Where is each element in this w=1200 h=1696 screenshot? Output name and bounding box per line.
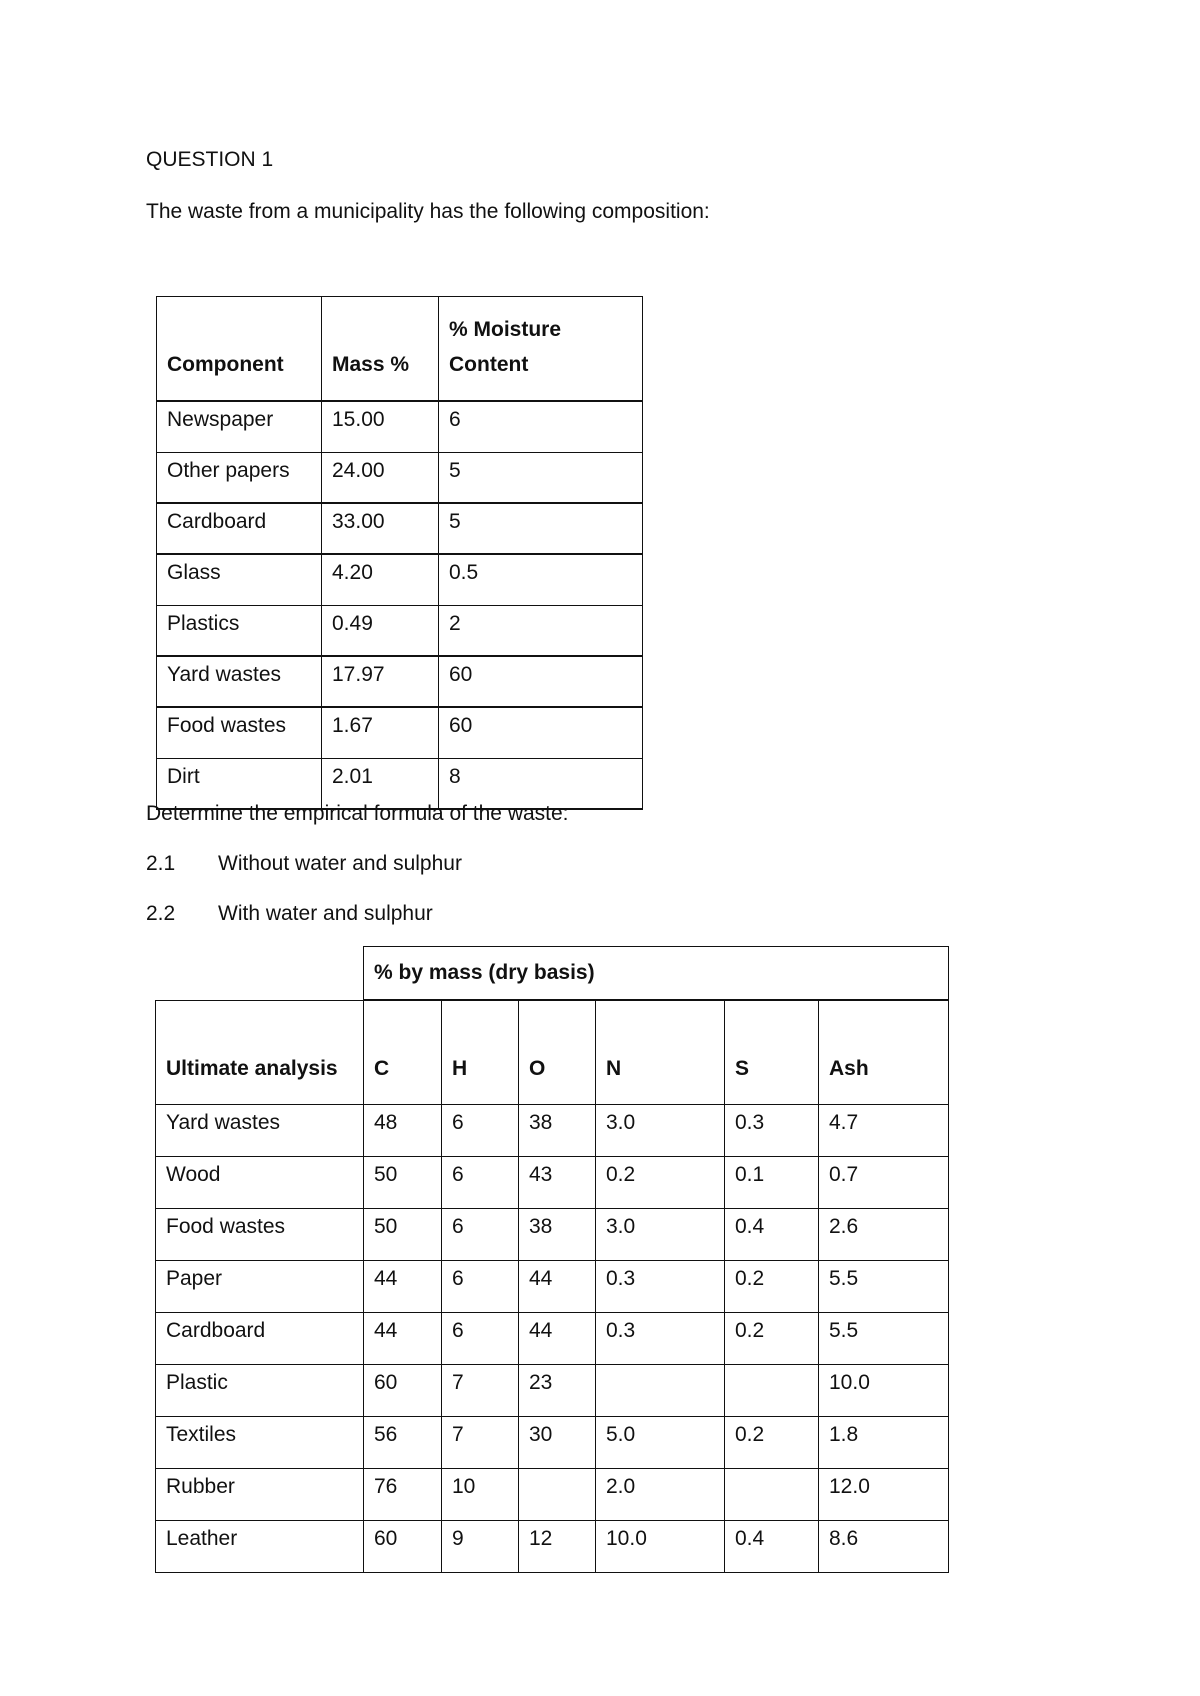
table-cell: 8 xyxy=(439,758,643,809)
table-cell: 15.00 xyxy=(322,401,439,452)
table-cell: 60 xyxy=(364,1365,442,1417)
table-cell: Yard wastes xyxy=(157,656,322,707)
table-cell: 6 xyxy=(442,1157,519,1209)
table-cell xyxy=(725,1469,819,1521)
table-cell: 10.0 xyxy=(596,1521,725,1573)
table-cell: Yard wastes xyxy=(156,1105,364,1157)
table-row xyxy=(156,1209,949,1261)
table-cell: Leather xyxy=(156,1521,364,1573)
table-cell: Textiles xyxy=(156,1417,364,1469)
intro-text: The waste from a municipality has the following composition: xyxy=(146,200,710,223)
table-cell: 2.01 xyxy=(322,758,439,809)
table-cell: 0.2 xyxy=(725,1261,819,1313)
table-cell: 2.6 xyxy=(819,1209,949,1261)
table-cell: 44 xyxy=(519,1261,596,1313)
table-cell: Dirt xyxy=(157,758,322,809)
table-cell: 0.2 xyxy=(725,1313,819,1365)
composition-table xyxy=(156,296,643,810)
table-cell: 0.49 xyxy=(322,605,439,656)
table-cell: 0.4 xyxy=(725,1521,819,1573)
table-row xyxy=(156,1261,949,1313)
question-heading: QUESTION 1 xyxy=(146,148,274,171)
table-cell: 24.00 xyxy=(322,452,439,503)
composition-header-row xyxy=(157,297,643,402)
table-cell: 6 xyxy=(439,401,643,452)
table-row xyxy=(156,1469,949,1521)
header-o: O xyxy=(519,1000,596,1105)
table-cell: 60 xyxy=(364,1521,442,1573)
table-cell: Rubber xyxy=(156,1469,364,1521)
table-cell: 44 xyxy=(519,1313,596,1365)
table-cell: 6 xyxy=(442,1105,519,1157)
table-cell: 5 xyxy=(439,503,643,554)
table-cell: 0.3 xyxy=(596,1313,725,1365)
table-cell: 43 xyxy=(519,1157,596,1209)
table-cell: 38 xyxy=(519,1209,596,1261)
table-cell: Food wastes xyxy=(156,1209,364,1261)
table-cell: Newspaper xyxy=(157,401,322,452)
table-cell: 5.5 xyxy=(819,1261,949,1313)
table-row xyxy=(156,1313,949,1365)
table-cell: 48 xyxy=(364,1105,442,1157)
table-cell: 2.0 xyxy=(596,1469,725,1521)
table-cell: 7 xyxy=(442,1365,519,1417)
table-row xyxy=(156,1417,949,1469)
table-row xyxy=(157,656,643,707)
table-cell: 0.1 xyxy=(725,1157,819,1209)
table-cell xyxy=(725,1365,819,1417)
subquestion-number: 2.2 xyxy=(146,902,176,925)
empty-corner-cell xyxy=(156,947,364,1001)
table-cell: Plastic xyxy=(156,1365,364,1417)
table-cell: 10 xyxy=(442,1469,519,1521)
header-h: H xyxy=(442,1000,519,1105)
table-row xyxy=(157,452,643,503)
table-cell: 8.6 xyxy=(819,1521,949,1573)
table-cell: 60 xyxy=(439,707,643,758)
table-row xyxy=(157,554,643,605)
table-cell: 60 xyxy=(439,656,643,707)
table-cell: Plastics xyxy=(157,605,322,656)
table-cell: 5 xyxy=(439,452,643,503)
table-cell: 2 xyxy=(439,605,643,656)
table-cell: 4.20 xyxy=(322,554,439,605)
table-cell: 17.97 xyxy=(322,656,439,707)
header-component: Component xyxy=(157,297,322,402)
table-row xyxy=(157,605,643,656)
table-cell: 10.0 xyxy=(819,1365,949,1417)
table-row xyxy=(156,1105,949,1157)
subquestion-text: With water and sulphur xyxy=(218,902,433,925)
group-header: % by mass (dry basis) xyxy=(364,947,949,1001)
instruction-text: Determine the empirical formula of the waste: xyxy=(146,802,569,825)
table-cell: 3.0 xyxy=(596,1209,725,1261)
table-cell: 0.4 xyxy=(725,1209,819,1261)
table-row xyxy=(157,707,643,758)
table-cell: 56 xyxy=(364,1417,442,1469)
table-cell: Wood xyxy=(156,1157,364,1209)
table-cell: 7 xyxy=(442,1417,519,1469)
table-cell: 6 xyxy=(442,1261,519,1313)
table-cell: 44 xyxy=(364,1313,442,1365)
table-cell: 1.8 xyxy=(819,1417,949,1469)
table-row xyxy=(157,401,643,452)
header-c: C xyxy=(364,1000,442,1105)
table-cell: Food wastes xyxy=(157,707,322,758)
table-cell: Cardboard xyxy=(157,503,322,554)
table-cell: 4.7 xyxy=(819,1105,949,1157)
table-cell: Cardboard xyxy=(156,1313,364,1365)
subquestion-2-1 xyxy=(146,852,462,876)
table-cell: Paper xyxy=(156,1261,364,1313)
table-cell: 3.0 xyxy=(596,1105,725,1157)
table-cell: 33.00 xyxy=(322,503,439,554)
table-cell: 76 xyxy=(364,1469,442,1521)
table-cell: 0.3 xyxy=(725,1105,819,1157)
ultimate-header-row xyxy=(156,1000,949,1105)
table-cell: 6 xyxy=(442,1313,519,1365)
table-cell: 50 xyxy=(364,1209,442,1261)
table-row xyxy=(157,503,643,554)
header-s: S xyxy=(725,1000,819,1105)
table-cell: 0.2 xyxy=(596,1157,725,1209)
table-cell: 0.5 xyxy=(439,554,643,605)
table-cell: 5.5 xyxy=(819,1313,949,1365)
header-ash: Ash xyxy=(819,1000,949,1105)
header-ultimate-analysis: Ultimate analysis xyxy=(156,1000,364,1105)
table-cell: 30 xyxy=(519,1417,596,1469)
table-cell: 0.3 xyxy=(596,1261,725,1313)
table-cell: 0.2 xyxy=(725,1417,819,1469)
subquestion-text: Without water and sulphur xyxy=(218,852,462,875)
subquestion-number: 2.1 xyxy=(146,852,176,875)
table-cell: 9 xyxy=(442,1521,519,1573)
table-cell: 5.0 xyxy=(596,1417,725,1469)
group-header-row xyxy=(156,947,949,1001)
table-cell: 1.67 xyxy=(322,707,439,758)
table-cell xyxy=(596,1365,725,1417)
table-cell: 23 xyxy=(519,1365,596,1417)
table-cell: 12.0 xyxy=(819,1469,949,1521)
table-cell: 38 xyxy=(519,1105,596,1157)
table-cell: 12 xyxy=(519,1521,596,1573)
header-mass: Mass % xyxy=(322,297,439,402)
table-row xyxy=(156,1365,949,1417)
table-row xyxy=(156,1521,949,1573)
table-cell: Other papers xyxy=(157,452,322,503)
table-cell: 6 xyxy=(442,1209,519,1261)
table-cell: 50 xyxy=(364,1157,442,1209)
table-cell: 44 xyxy=(364,1261,442,1313)
ultimate-analysis-table xyxy=(155,946,949,1573)
table-cell: Glass xyxy=(157,554,322,605)
header-n: N xyxy=(596,1000,725,1105)
subquestion-2-2 xyxy=(146,902,433,926)
header-moisture: % Moisture Content xyxy=(439,297,643,402)
table-cell xyxy=(519,1469,596,1521)
table-row xyxy=(156,1157,949,1209)
table-cell: 0.7 xyxy=(819,1157,949,1209)
